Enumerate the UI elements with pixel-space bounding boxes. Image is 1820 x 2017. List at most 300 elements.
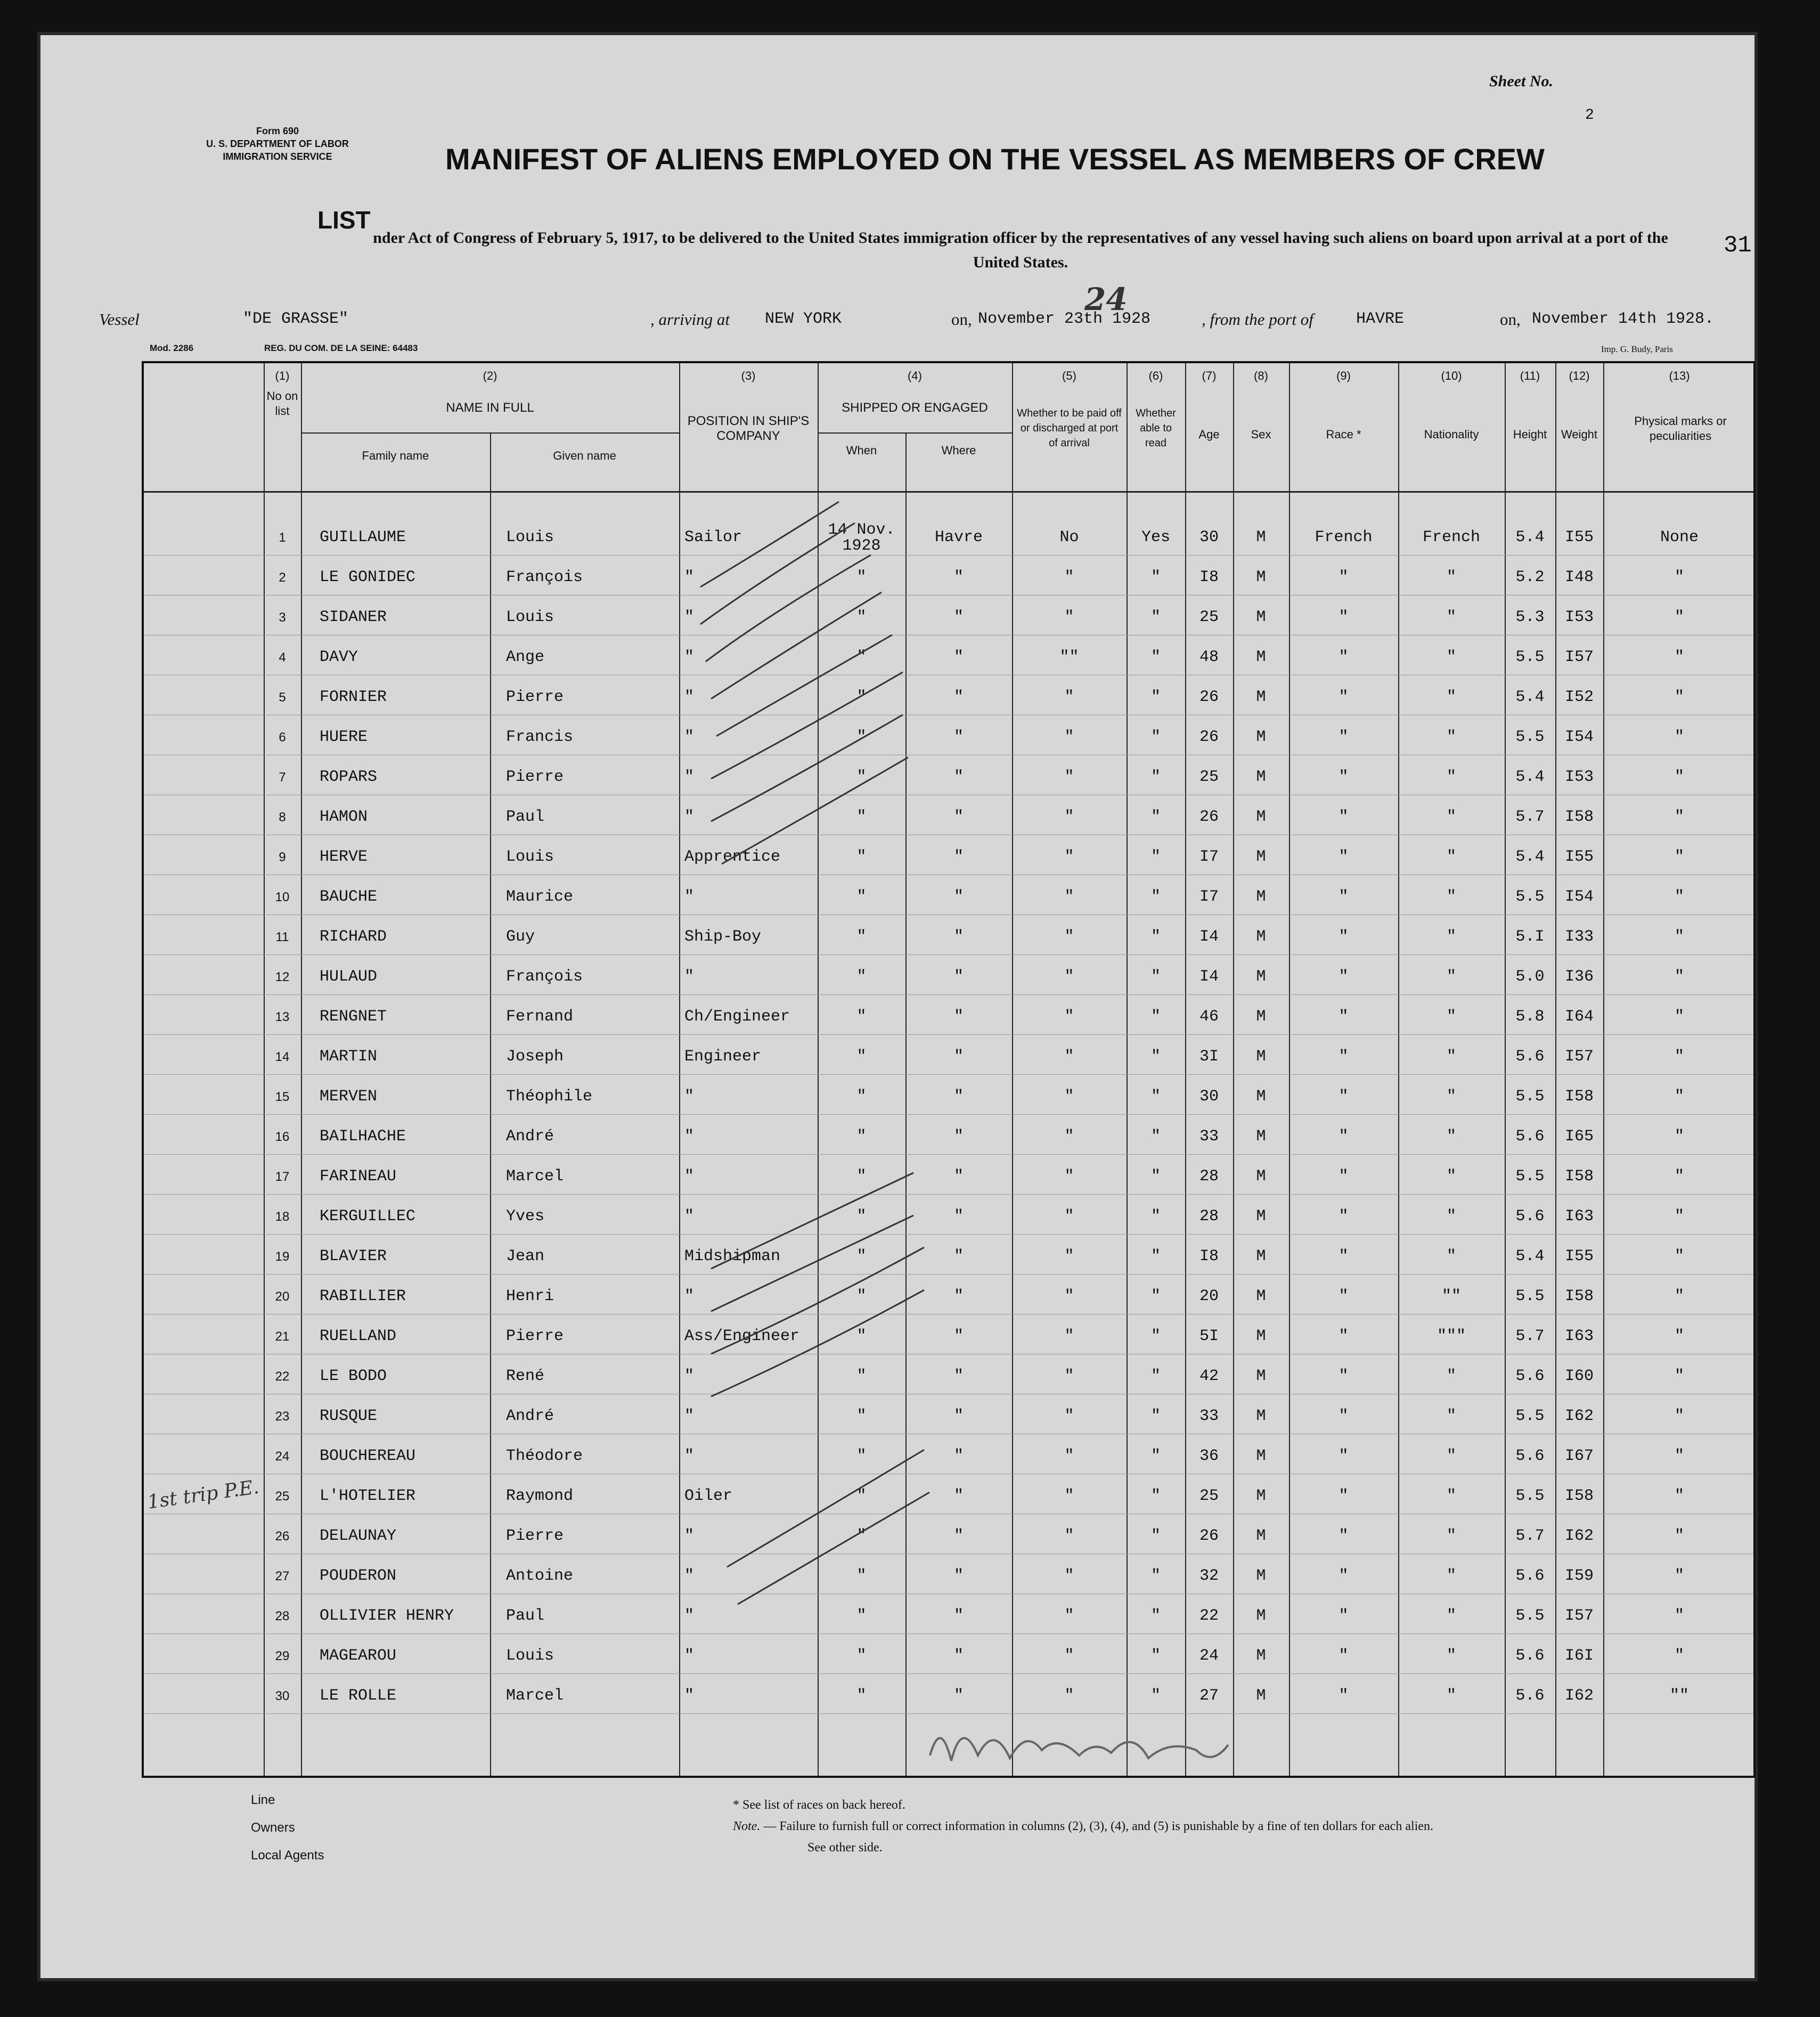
cell-no: 25 <box>275 1489 290 1504</box>
cell-where: " <box>953 1407 964 1425</box>
cell-age: I4 <box>1199 968 1219 986</box>
cell-nat: " <box>1446 1607 1456 1625</box>
cell-no: 19 <box>275 1250 290 1264</box>
cell-nat: " <box>1446 1567 1456 1585</box>
cell-nat: " <box>1446 1048 1456 1066</box>
cell-where: " <box>953 888 964 906</box>
cell-given: Louis <box>506 1647 554 1665</box>
document-title: MANIFEST OF ALIENS EMPLOYED ON THE VESSEL AS MEMBERS OF CREW <box>445 142 1545 176</box>
cell-sex: M <box>1256 928 1266 946</box>
cell-family: BAILHACHE <box>320 1128 406 1146</box>
cell-given: Maurice <box>506 888 574 906</box>
cell-where: " <box>953 1607 964 1625</box>
cell-nat: " <box>1446 808 1456 826</box>
cell-race: " <box>1339 1567 1349 1585</box>
cell-sex: M <box>1256 608 1266 626</box>
cell-when: " <box>856 968 867 986</box>
cell-family: MARTIN <box>320 1048 378 1066</box>
cell-position: " <box>684 1088 695 1106</box>
cell-family: MERVEN <box>320 1088 378 1106</box>
cell-no: 23 <box>275 1409 290 1424</box>
cell-paid: " <box>1064 1048 1074 1066</box>
cell-given: Jean <box>506 1247 545 1265</box>
col-paid-off: Whether to be paid off or discharged at port of arrival <box>1017 407 1122 449</box>
col-no-on-list: No on list <box>266 389 298 418</box>
cell-nat: French <box>1422 528 1481 546</box>
col-age: Age <box>1198 428 1220 441</box>
cell-family: LE GONIDEC <box>320 568 416 586</box>
cell-marks: " <box>1674 728 1684 746</box>
cell-nat: " <box>1446 768 1456 786</box>
cell-family: KERGUILLEC <box>320 1207 416 1226</box>
cell-race: " <box>1339 1487 1349 1505</box>
cell-weight: I65 <box>1564 1128 1594 1146</box>
cell-nat: " <box>1446 608 1456 626</box>
cell-when: " <box>856 1687 867 1705</box>
cell-where: " <box>953 1247 964 1265</box>
cell-weight: I62 <box>1564 1407 1594 1425</box>
cell-position: " <box>684 1527 695 1545</box>
cell-given: Marcel <box>506 1167 564 1186</box>
cell-read: " <box>1150 1008 1161 1026</box>
cell-given: Henri <box>506 1287 554 1305</box>
cell-weight: I54 <box>1564 728 1594 746</box>
cell-age: 33 <box>1199 1407 1219 1425</box>
cell-age: 32 <box>1199 1567 1219 1585</box>
cell-sex: M <box>1256 528 1266 546</box>
manifest-sheet <box>37 32 1758 1981</box>
cell-when: " <box>856 1008 867 1026</box>
cell-where: " <box>953 1487 964 1505</box>
col-num-6: (6) <box>1148 369 1163 382</box>
cell-weight: I58 <box>1564 1088 1594 1106</box>
cell-where: " <box>953 1567 964 1585</box>
cell-height: 5.6 <box>1515 1367 1545 1385</box>
cell-sex: M <box>1256 1487 1266 1505</box>
cell-weight: I33 <box>1564 928 1594 946</box>
department-name: U. S. DEPARTMENT OF LABOR <box>206 138 349 149</box>
cell-paid: " <box>1064 1607 1074 1625</box>
col-num-1: (1) <box>275 369 290 382</box>
cell-where: " <box>953 1207 964 1226</box>
local-agents-label: Local Agents <box>251 1848 324 1863</box>
cell-no: 6 <box>279 730 286 745</box>
cell-race: " <box>1339 1447 1349 1465</box>
col-family-name: Family name <box>362 449 429 462</box>
cell-read: " <box>1150 688 1161 706</box>
cell-age: 28 <box>1199 1207 1219 1226</box>
cell-position: Apprentice <box>684 848 781 866</box>
cell-sex: M <box>1256 1687 1266 1705</box>
cell-no: 5 <box>279 690 286 705</box>
cell-age: 26 <box>1199 808 1219 826</box>
cell-read: " <box>1150 1647 1161 1665</box>
cell-when: " <box>856 608 867 626</box>
cell-given: Louis <box>506 848 554 866</box>
cell-paid: " <box>1064 1128 1074 1146</box>
cell-where: " <box>953 1128 964 1146</box>
cell-no: 28 <box>275 1609 290 1623</box>
cell-when: " <box>856 688 867 706</box>
cell-where: " <box>953 928 964 946</box>
col-num-5: (5) <box>1062 369 1076 382</box>
cell-position: Ch/Engineer <box>684 1008 790 1026</box>
cell-read: " <box>1150 1247 1161 1265</box>
cell-age: 25 <box>1199 608 1219 626</box>
cell-race: " <box>1339 1048 1349 1066</box>
cell-nat: " <box>1446 1647 1456 1665</box>
cell-paid: " <box>1064 1367 1074 1385</box>
col-weight: Weight <box>1561 428 1598 441</box>
cell-when: " <box>856 728 867 746</box>
cell-weight: I57 <box>1564 1048 1594 1066</box>
cell-race: " <box>1339 1128 1349 1146</box>
col-num-2: (2) <box>483 369 497 382</box>
cell-paid: " <box>1064 808 1074 826</box>
cell-no: 22 <box>275 1369 290 1384</box>
cell-read: " <box>1150 1687 1161 1705</box>
cell-age: 3I <box>1199 1048 1219 1066</box>
col-num-12: (12) <box>1569 369 1590 382</box>
cell-age: I8 <box>1199 1247 1219 1265</box>
cell-marks: " <box>1674 1048 1684 1066</box>
cell-marks: None <box>1660 528 1699 546</box>
cell-height: 5.8 <box>1515 1008 1545 1026</box>
mod-number: Mod. 2286 <box>150 343 194 353</box>
cell-weight: I53 <box>1564 768 1594 786</box>
cell-height: 5.I <box>1515 928 1545 946</box>
cell-no: 4 <box>279 650 286 665</box>
cell-sex: M <box>1256 1327 1266 1345</box>
cell-family: RABILLIER <box>320 1287 406 1305</box>
departure-on-label: on, <box>1500 310 1521 329</box>
cell-nat: " <box>1446 1088 1456 1106</box>
cell-position: " <box>684 568 695 586</box>
col-num-11: (11) <box>1520 369 1540 382</box>
cell-sex: M <box>1256 1607 1266 1625</box>
cell-height: 5.6 <box>1515 1128 1545 1146</box>
cell-no: 8 <box>279 810 286 824</box>
col-when: When <box>846 444 877 457</box>
cell-sex: M <box>1256 1207 1266 1226</box>
cell-when: " <box>856 768 867 786</box>
cell-family: RICHARD <box>320 928 387 946</box>
cell-no: 16 <box>275 1130 290 1144</box>
cell-family: LE BODO <box>320 1367 387 1385</box>
cell-age: 25 <box>1199 1487 1219 1505</box>
cell-height: 5.5 <box>1515 1088 1545 1106</box>
form-info <box>190 125 365 163</box>
cell-position: " <box>684 1128 695 1146</box>
cell-sex: M <box>1256 648 1266 666</box>
cell-given: André <box>506 1128 554 1146</box>
cell-given: Pierre <box>506 1527 564 1545</box>
cell-position: " <box>684 1167 695 1186</box>
cell-nat: " <box>1446 848 1456 866</box>
cell-height: 5.5 <box>1515 1407 1545 1425</box>
cell-sex: M <box>1256 728 1266 746</box>
cell-sex: M <box>1256 968 1266 986</box>
cell-age: 26 <box>1199 688 1219 706</box>
cell-paid: " <box>1064 688 1074 706</box>
cell-height: 5.5 <box>1515 1287 1545 1305</box>
cell-when: " <box>856 648 867 666</box>
cell-height: 5.3 <box>1515 608 1545 626</box>
cell-marks: " <box>1674 1088 1684 1106</box>
col-given-name: Given name <box>553 449 616 462</box>
crew-table <box>142 361 1756 1778</box>
cell-given: Antoine <box>506 1567 574 1585</box>
cell-height: 5.4 <box>1515 528 1545 546</box>
cell-given: Ange <box>506 648 545 666</box>
cell-sex: M <box>1256 1128 1266 1146</box>
cell-marks: " <box>1674 1128 1684 1146</box>
cell-sex: M <box>1256 688 1266 706</box>
col-race: Race * <box>1326 428 1361 441</box>
cell-age: I7 <box>1199 848 1219 866</box>
cell-race: " <box>1339 1247 1349 1265</box>
cell-read: " <box>1150 1567 1161 1585</box>
cell-height: 5.5 <box>1515 1607 1545 1625</box>
cell-race: " <box>1339 888 1349 906</box>
cell-weight: I58 <box>1564 1487 1594 1505</box>
cell-weight: I63 <box>1564 1207 1594 1226</box>
cell-weight: I58 <box>1564 808 1594 826</box>
cell-position: " <box>684 1607 695 1625</box>
cell-given: Paul <box>506 1607 545 1625</box>
cell-read: " <box>1150 1327 1161 1345</box>
cell-no: 17 <box>275 1170 290 1184</box>
cell-weight: I57 <box>1564 648 1594 666</box>
cell-position: " <box>684 1367 695 1385</box>
cell-read: " <box>1150 848 1161 866</box>
cell-weight: I55 <box>1564 1247 1594 1265</box>
col-num-3: (3) <box>741 369 756 382</box>
cell-given: André <box>506 1407 554 1425</box>
cell-when: " <box>856 1128 867 1146</box>
cell-paid: " <box>1064 888 1074 906</box>
cell-weight: I63 <box>1564 1327 1594 1345</box>
cell-sex: M <box>1256 1527 1266 1545</box>
arrival-date: November 23th 1928 <box>978 310 1151 328</box>
cell-given: François <box>506 568 583 586</box>
cell-family: FORNIER <box>320 688 387 706</box>
cell-height: 5.0 <box>1515 968 1545 986</box>
cell-race: French <box>1315 528 1373 546</box>
cell-nat: " <box>1446 1687 1456 1705</box>
vessel-name: "DE GRASSE" <box>243 310 349 328</box>
cell-race: " <box>1339 1167 1349 1186</box>
cell-given: François <box>506 968 583 986</box>
cell-no: 18 <box>275 1210 290 1224</box>
cell-no: 7 <box>279 770 286 785</box>
cell-nat: " <box>1446 1527 1456 1545</box>
races-note: * See list of races on back hereof. <box>733 1798 905 1812</box>
cell-read: " <box>1150 1407 1161 1425</box>
fine-note <box>733 1819 1433 1834</box>
cell-nat: """ <box>1437 1327 1466 1345</box>
cell-read: " <box>1150 608 1161 626</box>
cell-marks: " <box>1674 1367 1684 1385</box>
cell-given: Fernand <box>506 1008 574 1026</box>
cell-no: 29 <box>275 1649 290 1663</box>
cell-position: Midshipman <box>684 1247 781 1265</box>
col-able-to-read: Whether able to read <box>1136 407 1176 449</box>
cell-nat: " <box>1446 928 1456 946</box>
cell-weight: I6I <box>1564 1647 1594 1665</box>
cell-age: 36 <box>1199 1447 1219 1465</box>
col-num-10: (10) <box>1441 369 1462 382</box>
cell-family: HUERE <box>320 728 368 746</box>
cell-marks: " <box>1674 1247 1684 1265</box>
cell-height: 5.6 <box>1515 1048 1545 1066</box>
cell-sex: M <box>1256 1287 1266 1305</box>
cell-age: 42 <box>1199 1367 1219 1385</box>
cell-marks: " <box>1674 1407 1684 1425</box>
cell-when: " <box>856 1088 867 1106</box>
cell-paid: " <box>1064 928 1074 946</box>
cell-family: DAVY <box>320 648 358 666</box>
cell-where: " <box>953 968 964 986</box>
cell-when: " <box>856 1447 867 1465</box>
cell-paid: "" <box>1059 648 1079 666</box>
cell-family: BLAVIER <box>320 1247 387 1265</box>
cell-paid: " <box>1064 768 1074 786</box>
cell-marks: " <box>1674 1008 1684 1026</box>
cell-paid: " <box>1064 1487 1074 1505</box>
cell-marks: " <box>1674 1567 1684 1585</box>
cell-given: Pierre <box>506 1327 564 1345</box>
col-name-in-full: NAME IN FULL <box>446 401 534 415</box>
cell-given: Pierre <box>506 688 564 706</box>
cell-paid: " <box>1064 968 1074 986</box>
cell-nat: " <box>1446 1407 1456 1425</box>
cell-when: " <box>856 1527 867 1545</box>
cell-race: " <box>1339 1407 1349 1425</box>
cell-read: " <box>1150 1128 1161 1146</box>
cell-height: 5.7 <box>1515 1527 1545 1545</box>
cell-position: " <box>684 808 695 826</box>
cell-given: Francis <box>506 728 574 746</box>
cell-when: " <box>856 888 867 906</box>
cell-race: " <box>1339 1607 1349 1625</box>
cell-read: " <box>1150 768 1161 786</box>
printer-imprint: Imp. G. Budy, Paris <box>1601 344 1673 354</box>
cell-marks: " <box>1674 1487 1684 1505</box>
cell-nat: " <box>1446 1167 1456 1186</box>
cell-read: " <box>1150 968 1161 986</box>
cell-family: MAGEAROU <box>320 1647 397 1665</box>
cell-age: 22 <box>1199 1607 1219 1625</box>
cell-sex: M <box>1256 1447 1266 1465</box>
cell-read: " <box>1150 568 1161 586</box>
cell-race: " <box>1339 968 1349 986</box>
cell-read: " <box>1150 1607 1161 1625</box>
cell-no: 3 <box>279 610 286 625</box>
col-shipped-engaged: SHIPPED OR ENGAGED <box>842 401 988 415</box>
cell-height: 5.5 <box>1515 648 1545 666</box>
cell-paid: " <box>1064 1167 1074 1186</box>
cell-no: 30 <box>275 1689 290 1703</box>
cell-race: " <box>1339 768 1349 786</box>
cell-marks: " <box>1674 568 1684 586</box>
cell-height: 5.6 <box>1515 1207 1545 1226</box>
cell-age: 46 <box>1199 1008 1219 1026</box>
cell-race: " <box>1339 1207 1349 1226</box>
cell-read: " <box>1150 648 1161 666</box>
cell-no: 27 <box>275 1569 290 1583</box>
list-label: LIST <box>317 206 371 234</box>
cell-sex: M <box>1256 808 1266 826</box>
cell-age: 30 <box>1199 528 1219 546</box>
vessel-label: Vessel <box>99 310 140 329</box>
form-number: Form 690 <box>256 126 299 136</box>
cell-paid: " <box>1064 1567 1074 1585</box>
cell-race: " <box>1339 608 1349 626</box>
cell-race: " <box>1339 688 1349 706</box>
cell-where: " <box>953 1527 964 1545</box>
cell-where: " <box>953 1167 964 1186</box>
cell-family: ROPARS <box>320 768 378 786</box>
cell-weight: I48 <box>1564 568 1594 586</box>
cell-race: " <box>1339 1327 1349 1345</box>
cell-sex: M <box>1256 1367 1266 1385</box>
cell-where: " <box>953 848 964 866</box>
cell-given: Guy <box>506 928 535 946</box>
cell-sex: M <box>1256 848 1266 866</box>
cell-weight: I67 <box>1564 1447 1594 1465</box>
col-sex: Sex <box>1251 428 1271 441</box>
cell-sex: M <box>1256 1247 1266 1265</box>
cell-nat: " <box>1446 888 1456 906</box>
cell-weight: I60 <box>1564 1367 1594 1385</box>
cell-family: L'HOTELIER <box>320 1487 416 1505</box>
cell-nat: " <box>1446 1487 1456 1505</box>
cell-family: BAUCHE <box>320 888 378 906</box>
cell-nat: " <box>1446 1367 1456 1385</box>
cell-when: " <box>856 1607 867 1625</box>
cell-position: " <box>684 888 695 906</box>
arrival-date-correction: 24 <box>1084 281 1128 317</box>
cell-height: 5.6 <box>1515 1647 1545 1665</box>
cell-race: " <box>1339 568 1349 586</box>
cell-weight: I62 <box>1564 1527 1594 1545</box>
line-label: Line <box>251 1793 275 1807</box>
cell-marks: " <box>1674 1447 1684 1465</box>
cell-marks: " <box>1674 1207 1684 1226</box>
cell-height: 5.4 <box>1515 688 1545 706</box>
cell-position: Engineer <box>684 1048 762 1066</box>
cell-position: " <box>684 1647 695 1665</box>
cell-position: Ship-Boy <box>684 928 762 946</box>
sheet-number-label: Sheet No. <box>1489 72 1553 90</box>
cell-where: " <box>953 688 964 706</box>
cell-where: " <box>953 648 964 666</box>
cell-height: 5.2 <box>1515 568 1545 586</box>
col-physical-marks: Physical marks or peculiarities <box>1634 414 1727 443</box>
cell-no: 20 <box>275 1289 290 1304</box>
cell-read: Yes <box>1141 528 1170 546</box>
cell-marks: " <box>1674 1527 1684 1545</box>
cell-paid: " <box>1064 1647 1074 1665</box>
cell-age: 5I <box>1199 1327 1219 1345</box>
act-of-congress-text: nder Act of Congress of February 5, 1917, to be delivered to the United States immigration officer by the representatives of any vessel having such aliens on board upon arrival at a port of the United States. <box>373 229 1668 271</box>
cell-sex: M <box>1256 1048 1266 1066</box>
cell-when: 14 Nov. 1928 <box>828 521 895 555</box>
cell-nat: " <box>1446 1128 1456 1146</box>
cell-when: " <box>856 1048 867 1066</box>
cell-where: " <box>953 608 964 626</box>
